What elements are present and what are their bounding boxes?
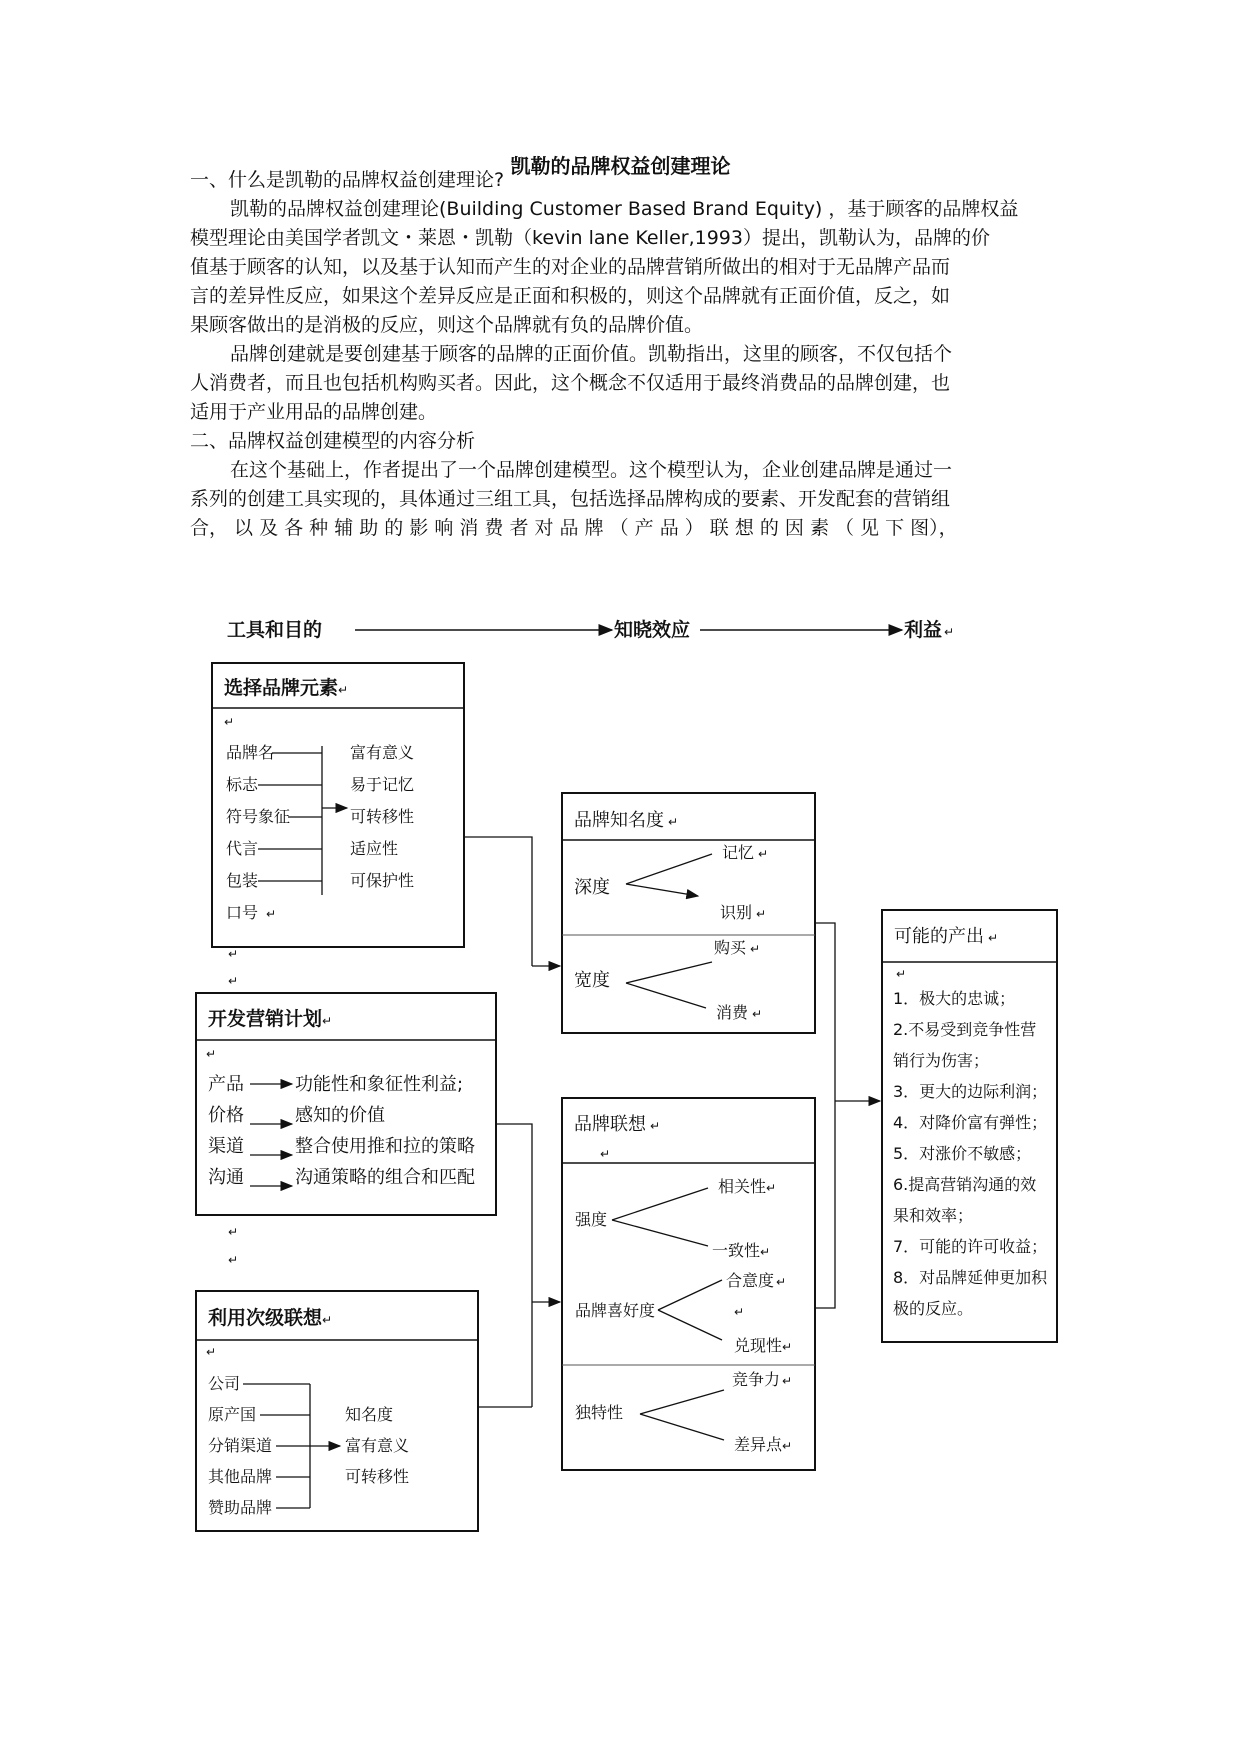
svg-text:↵: ↵ — [206, 1345, 217, 1359]
awareness-breadth: 宽度 — [574, 970, 610, 991]
svg-text:↵: ↵ — [338, 683, 349, 697]
element-logo: 标志 — [226, 775, 259, 794]
awareness-title: 品牌知名度 — [574, 810, 664, 831]
svg-text:↵: ↵ — [896, 967, 907, 981]
secondary-criterion-awareness: 知名度 — [345, 1405, 394, 1424]
svg-text:↵: ↵ — [944, 625, 955, 639]
outcome-line-4: 3．更大的边际利润； — [893, 1082, 1048, 1101]
marketing-result-mix: 沟通策略的组合和匹配 — [295, 1167, 475, 1188]
association-uniqueness: 独特性 — [575, 1403, 624, 1422]
box-brand-association — [562, 1098, 815, 1470]
section-heading-1: 一、什么是凯勒的品牌权益创建理论? — [190, 169, 505, 191]
svg-text:↵: ↵ — [782, 1439, 793, 1453]
association-relevance: 相关性 — [718, 1177, 767, 1196]
association-title: 品牌联想 — [574, 1114, 646, 1135]
box-marketing-program — [196, 993, 496, 1267]
association-consistency: 一致性 — [712, 1241, 761, 1260]
svg-text:↵: ↵ — [228, 947, 239, 961]
flow-label-tools: 工具和目的 — [227, 619, 323, 641]
right-connectors — [815, 923, 880, 1308]
outcome-line-8: 果和效率； — [893, 1206, 974, 1225]
association-competitiveness: 竞争力 — [732, 1370, 781, 1389]
flow-label-benefit: 利益 — [904, 619, 943, 641]
source-channel: 分销渠道 — [208, 1436, 273, 1455]
element-packaging: 包装 — [226, 871, 259, 890]
svg-text:↵: ↵ — [756, 907, 767, 921]
source-country: 原产国 — [208, 1405, 257, 1424]
criterion-protectable: 可保护性 — [350, 871, 415, 890]
svg-text:↵: ↵ — [650, 1119, 661, 1133]
paragraph-2-line-2: 人消费者，而且也包括机构购买者。因此，这个概念不仅适用于最终消费品的品牌创建，也 — [190, 372, 951, 394]
outcome-line-6: 5．对涨价不敏感； — [893, 1144, 1032, 1163]
box-secondary-associations — [196, 1291, 478, 1531]
outcome-line-9: 7．可能的许可收益； — [893, 1237, 1048, 1256]
paragraph-3-line-1: 在这个基础上，作者提出了一个品牌创建模型。这个模型认为，企业创建品牌是通过一 — [230, 459, 953, 481]
association-deliverability: 兑现性 — [734, 1336, 783, 1355]
svg-text:↵: ↵ — [224, 715, 235, 729]
paragraph-1-line-5: 果顾客做出的是消极的反应，则这个品牌就有负的品牌价值。 — [190, 314, 704, 336]
paragraph-1-line-4: 言的差异性反应，如果这个差异反应是正面和积极的，则这个品牌就有正面价值，反之，如 — [190, 285, 951, 307]
box-outcomes — [882, 910, 1057, 1342]
outcome-line-10: 8．对品牌延伸更加积 — [893, 1268, 1048, 1287]
svg-text:↵: ↵ — [206, 1047, 217, 1061]
source-company: 公司 — [208, 1374, 241, 1393]
svg-text:↵: ↵ — [322, 1313, 333, 1327]
svg-text:↵: ↵ — [228, 1225, 239, 1239]
element-slogan: 口号 — [226, 903, 259, 922]
outcome-line-11: 极的反应。 — [893, 1299, 974, 1318]
svg-text:↵: ↵ — [766, 1181, 777, 1195]
svg-text:↵: ↵ — [782, 1374, 793, 1388]
svg-text:↵: ↵ — [228, 974, 239, 988]
outcome-line-1: 1．极大的忠诚； — [893, 989, 1016, 1008]
svg-text:↵: ↵ — [752, 1007, 763, 1021]
marketing-result-perceived-value: 感知的价值 — [295, 1105, 385, 1126]
marketing-price: 价格 — [208, 1105, 244, 1126]
paragraph-2-line-1: 品牌创建就是要创建基于顾客的品牌的正面价值。凯勒指出，这里的顾客，不仅包括个 — [230, 343, 953, 365]
outcome-line-7: 6.提高营销沟通的效 — [893, 1175, 1037, 1194]
svg-text:↵: ↵ — [750, 942, 761, 956]
awareness-purchase: 购买 — [714, 938, 747, 957]
flow-label-awareness: 知晓效应 — [614, 619, 691, 641]
awareness-recognition: 识别 — [720, 903, 753, 922]
svg-text:↵: ↵ — [758, 847, 769, 861]
document-title: 凯勒的品牌权益创建理论 — [510, 154, 731, 178]
element-symbol: 符号象征 — [226, 807, 291, 826]
element-spokesperson: 代言 — [226, 839, 259, 858]
svg-text:↵: ↵ — [760, 1245, 771, 1259]
svg-text:↵: ↵ — [668, 815, 679, 829]
box-secondary-title: 利用次级联想 — [208, 1307, 323, 1329]
outcome-line-2: 2.不易受到竞争性营 — [893, 1020, 1037, 1039]
awareness-consumption: 消费 — [716, 1003, 749, 1022]
svg-text:↵: ↵ — [322, 1014, 333, 1028]
criterion-transferable: 可转移性 — [350, 807, 415, 826]
marketing-communication: 沟通 — [208, 1167, 244, 1188]
element-brand-name: 品牌名 — [226, 743, 275, 762]
outcome-line-5: 4．对降价富有弹性； — [893, 1113, 1048, 1132]
source-sponsor: 赞助品牌 — [208, 1498, 273, 1517]
paragraph-1-line-3: 值基于顾客的认知，以及基于认知而产生的对企业的品牌营销所做出的相对于无品牌产品而 — [190, 256, 951, 278]
svg-text:↵: ↵ — [776, 1275, 787, 1289]
svg-text:↵: ↵ — [600, 1147, 611, 1161]
section-heading-2: 二、品牌权益创建模型的内容分析 — [190, 430, 476, 452]
paragraph-1-line-1: 凯勒的品牌权益创建理论(Building Customer Based Brand Equity) ，基于顾客的品牌权益 — [230, 198, 1019, 220]
association-desirability: 合意度 — [726, 1271, 775, 1290]
box-marketing-title: 开发营销计划 — [208, 1008, 323, 1030]
paragraph-2-line-3: 适用于产业用品的品牌创建。 — [190, 401, 438, 423]
outcome-line-3: 销行为伤害； — [893, 1051, 990, 1070]
paragraph-3-line-2: 系列的创建工具实现的，具体通过三组工具，包括选择品牌构成的要素、开发配套的营销组 — [190, 488, 951, 510]
box-brand-elements — [212, 663, 464, 988]
box-brand-awareness — [562, 793, 815, 1033]
outcomes-title: 可能的产出 — [894, 926, 984, 947]
marketing-channel: 渠道 — [208, 1136, 244, 1157]
association-differentiation: 差异点 — [734, 1435, 783, 1454]
secondary-criterion-transferable: 可转移性 — [345, 1467, 410, 1486]
awareness-recall: 记忆 — [722, 843, 755, 862]
criterion-adaptable: 适应性 — [350, 839, 399, 858]
source-other-brands: 其他品牌 — [208, 1467, 273, 1486]
marketing-product: 产品 — [208, 1074, 244, 1095]
criterion-meaningful: 富有意义 — [350, 743, 415, 762]
marketing-result-functional: 功能性和象征性利益; — [295, 1074, 464, 1095]
criterion-memorable: 易于记忆 — [350, 775, 415, 794]
svg-text:↵: ↵ — [782, 1340, 793, 1354]
secondary-criterion-meaningful: 富有意义 — [345, 1436, 410, 1455]
svg-text:↵: ↵ — [228, 1253, 239, 1267]
paragraph-3-line-3: 合， 以 及 各 种 辅 助 的 影 响 消 费 者 对 品 牌 （ 产 品 ） 联 想 的 因 素 （ 见 下 图）， — [190, 517, 958, 539]
association-favorability: 品牌喜好度 — [575, 1301, 656, 1320]
marketing-result-push-pull: 整合使用推和拉的策略 — [295, 1136, 475, 1157]
svg-text:↵: ↵ — [988, 931, 999, 945]
svg-text:↵: ↵ — [266, 907, 277, 921]
box-brand-elements-title: 选择品牌元素 — [224, 677, 339, 699]
svg-text:↵: ↵ — [734, 1305, 745, 1319]
awareness-depth: 深度 — [574, 877, 610, 898]
top-flow — [227, 618, 954, 641]
association-strength: 强度 — [575, 1210, 608, 1229]
paragraph-1-line-2: 模型理论由美国学者凯文・莱恩・凯勒（kevin lane Keller,1993）提出，凯勒认为，品牌的价 — [190, 227, 990, 249]
